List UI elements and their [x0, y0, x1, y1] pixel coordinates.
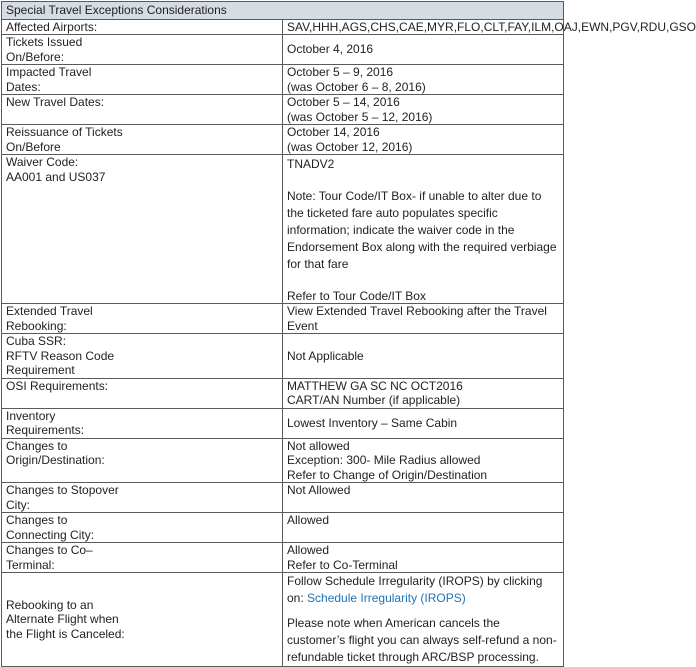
origin-destination-label-line2: Origin/Destination: — [6, 453, 105, 467]
osi-requirements-value — [283, 378, 564, 408]
affected-airports-value: SAV,HHH,AGS,CHS,CAE,MYR,FLO,CLT,FAY,ILM,OAJ,EWN,PGV,RDU,GSO — [283, 19, 564, 35]
extended-rebooking-label-line1: Extended Travel — [6, 304, 93, 318]
waiver-code-value — [283, 155, 564, 304]
rebooking-follow-text — [287, 573, 559, 607]
row-connecting-city — [2, 513, 564, 543]
impacted-dates-value — [283, 65, 564, 95]
rebooking-canceled-value — [283, 573, 564, 667]
stopover-city-value: Not Allowed — [283, 483, 564, 513]
waiver-code-label — [2, 155, 283, 304]
co-terminal-label-line1: Changes to Co– — [6, 543, 93, 557]
extended-rebooking-label — [2, 304, 283, 334]
stopover-city-label-line1: Changes to Stopover — [6, 483, 119, 497]
schedule-irregularity-link[interactable]: Schedule Irregularity (IROPS) — [307, 591, 466, 605]
row-osi-requirements — [2, 378, 564, 408]
origin-destination-label — [2, 438, 283, 483]
extended-rebooking-value: View Extended Travel Rebooking after the Travel Event — [283, 304, 564, 334]
cuba-ssr-value: Not Applicable — [283, 334, 564, 379]
connecting-city-value: Allowed — [283, 513, 564, 543]
row-tickets-issued — [2, 35, 564, 65]
waiver-code-label-line1: Waiver Code: — [6, 155, 79, 169]
reissuance-label-line2: On/Before — [6, 139, 61, 154]
cuba-ssr-label-line2: RFTV Reason Code — [6, 348, 115, 363]
cuba-ssr-label-line1: Cuba SSR: — [6, 334, 67, 348]
exceptions-table — [1, 1, 696, 667]
waiver-code: TNADV2 — [287, 157, 335, 171]
row-cuba-ssr — [2, 334, 564, 379]
reissuance-value-line2: (was October 12, 2016) — [287, 139, 413, 154]
new-travel-dates-value — [283, 95, 564, 125]
reissuance-value — [283, 125, 564, 155]
waiver-note: Note: Tour Code/IT Box- if unable to alter due to the ticketed fare auto populates specific information; indicate the waiver code in the Endorsement Box along with the required verbiage for that fare — [287, 188, 557, 271]
origin-destination-value-line1: Not allowed — [287, 438, 350, 453]
row-stopover-city — [2, 483, 564, 513]
origin-destination-label-line1: Changes to — [6, 438, 68, 453]
tickets-issued-label-line2: On/Before: — [6, 49, 65, 64]
new-travel-dates-value-line1: October 5 – 14, 2016 — [287, 95, 400, 109]
new-travel-dates-label: New Travel Dates: — [2, 95, 283, 125]
row-reissuance — [2, 125, 564, 155]
cuba-ssr-label-line3: Requirement — [6, 363, 75, 377]
row-impacted-dates — [2, 65, 564, 95]
extended-rebooking-label-line2: Rebooking: — [6, 318, 67, 333]
impacted-dates-label-line2: Dates: — [6, 79, 41, 94]
exceptions-table-container — [1, 1, 696, 667]
co-terminal-value — [283, 543, 564, 573]
stopover-city-label — [2, 483, 283, 513]
table-title: Special Travel Exceptions Considerations — [2, 2, 564, 20]
rebooking-canceled-label — [2, 573, 283, 667]
rebooking-refund-note: Please note when American cancels the customer’s flight you can always self-refund a non-refundable ticket through ARC/BSP processing. — [287, 616, 557, 664]
inventory-value: Lowest Inventory – Same Cabin — [283, 408, 564, 438]
co-terminal-value-line1: Allowed — [287, 543, 330, 557]
row-inventory — [2, 408, 564, 438]
connecting-city-label-line1: Changes to — [6, 513, 68, 527]
impacted-dates-label — [2, 65, 283, 95]
co-terminal-label-line2: Terminal: — [6, 557, 55, 572]
new-travel-dates-value-line2: (was October 5 – 12, 2016) — [287, 109, 433, 124]
row-waiver-code — [2, 155, 564, 304]
row-origin-destination — [2, 438, 564, 483]
inventory-label — [2, 408, 283, 438]
rebooking-canceled-label-line3: the Flight is Canceled: — [6, 626, 125, 641]
row-new-travel-dates — [2, 95, 564, 125]
osi-requirements-label: OSI Requirements: — [2, 378, 283, 408]
reissuance-label-line1: Reissuance of Tickets — [6, 125, 123, 139]
osi-requirements-value-line1: MATTHEW GA SC NC OCT2016 — [287, 378, 463, 393]
waiver-refer: Refer to Tour Code/IT Box — [287, 288, 426, 303]
origin-destination-value-line3: Refer to Change of Origin/Destination — [287, 467, 488, 482]
tickets-issued-value: October 4, 2016 — [283, 35, 564, 65]
inventory-label-line2: Requirements: — [6, 423, 85, 437]
origin-destination-value-line2: Exception: 300- Mile Radius allowed — [287, 453, 481, 467]
impacted-dates-label-line1: Impacted Travel — [6, 65, 92, 79]
co-terminal-value-line2: Refer to Co-Terminal — [287, 557, 398, 572]
row-extended-rebooking — [2, 304, 564, 334]
reissuance-value-line1: October 14, 2016 — [287, 125, 380, 139]
osi-requirements-value-line2: CART/AN Number (if applicable) — [287, 393, 461, 407]
row-affected-airports — [2, 19, 564, 35]
impacted-dates-value-line2: (was October 6 – 8, 2016) — [287, 79, 426, 94]
stopover-city-label-line2: City: — [6, 497, 30, 512]
row-co-terminal — [2, 543, 564, 573]
rebooking-canceled-label-line1: Rebooking to an — [6, 597, 94, 612]
co-terminal-label — [2, 543, 283, 573]
rebooking-follow-prefix: Follow Schedule Irregularity (IROPS) by clicking on: — [287, 574, 543, 605]
waiver-code-label-line2: AA001 and US037 — [6, 169, 106, 184]
reissuance-label — [2, 125, 283, 155]
connecting-city-label-line2: Connecting City: — [6, 527, 95, 542]
impacted-dates-value-line1: October 5 – 9, 2016 — [287, 65, 394, 79]
affected-airports-label: Affected Airports: — [2, 19, 283, 35]
tickets-issued-label-line1: Tickets Issued — [6, 35, 83, 49]
row-rebooking-canceled — [2, 573, 564, 667]
inventory-label-line1: Inventory — [6, 408, 56, 423]
connecting-city-label — [2, 513, 283, 543]
table-title-row — [2, 2, 564, 20]
origin-destination-value — [283, 438, 564, 483]
rebooking-canceled-label-line2: Alternate Flight when — [6, 612, 119, 627]
tickets-issued-label — [2, 35, 283, 65]
cuba-ssr-label — [2, 334, 283, 379]
